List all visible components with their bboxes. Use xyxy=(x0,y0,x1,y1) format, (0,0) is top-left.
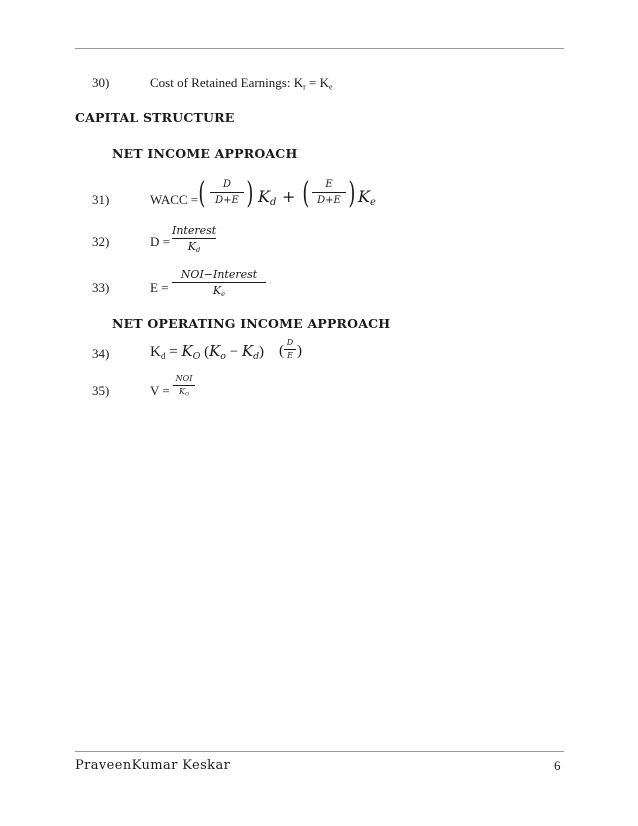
footer-author: PraveenKumar Keskar xyxy=(75,758,231,773)
item-35-denominator: $K_O$ xyxy=(178,387,190,398)
item-34-f-denominator: E xyxy=(287,351,293,360)
item-31-f1-denominator: D+E xyxy=(215,195,239,206)
item-32-denominator: $K_d$ xyxy=(187,240,201,255)
item-35-bar xyxy=(173,385,195,386)
item-31-label: WACC = xyxy=(150,192,199,207)
item-34-kd: $K_d$ xyxy=(241,342,260,362)
item-33-denominator: $K_e$ xyxy=(212,284,226,299)
item-31-f2-numerator: E xyxy=(325,179,333,190)
item-31-fraction-1 xyxy=(210,178,244,207)
item-33-label: E = xyxy=(150,280,169,295)
item-31-f1-numerator: D xyxy=(222,179,232,190)
item-31-paren-open-2: ( xyxy=(302,176,310,211)
item-31-f2-denominator: D+E xyxy=(317,195,341,206)
item-32-number: 32) xyxy=(92,234,110,249)
item-34-f-numerator: D xyxy=(286,338,294,347)
item-32-numerator: Interest xyxy=(172,224,217,237)
item-33-number: 33) xyxy=(92,280,110,295)
item-33-bar xyxy=(172,282,266,283)
heading-capital-structure: CAPITAL STRUCTURE xyxy=(75,110,235,125)
item-35-label: V = xyxy=(150,383,170,398)
item-31-k2: $K_e$ xyxy=(358,187,376,208)
footer-rule xyxy=(75,751,564,752)
item-35-number: 35) xyxy=(92,383,110,398)
item-32-label: D = xyxy=(150,234,170,249)
item-30-mid: = K xyxy=(305,75,330,90)
item-34-lhs: $K_d$ xyxy=(150,344,166,362)
item-31-plus: + xyxy=(282,187,296,206)
item-34-formula xyxy=(150,342,264,362)
top-rule xyxy=(75,48,564,49)
item-32-fraction xyxy=(172,224,216,257)
item-31-k1: $K_d$ xyxy=(258,187,277,208)
item-35-fraction xyxy=(173,374,195,399)
item-30-sub-e: e xyxy=(329,82,333,92)
item-34-eq: = xyxy=(165,344,182,360)
item-34-paren-close: ) xyxy=(259,344,265,360)
item-30-sub-r: r xyxy=(303,82,306,92)
item-34-minus: − xyxy=(229,344,239,360)
item-34-paren-open: ( xyxy=(204,344,210,360)
item-32-bar xyxy=(172,238,216,239)
item-31-paren-open-1: ( xyxy=(198,176,206,211)
item-34-small-paren-open: ( xyxy=(279,343,284,359)
item-35-numerator: NOI xyxy=(175,374,193,383)
item-31-number: 31) xyxy=(92,192,110,207)
heading-net-operating-income-approach: NET OPERATING INCOME APPROACH xyxy=(112,316,391,331)
item-33-fraction xyxy=(172,268,266,301)
item-30-text xyxy=(150,75,333,91)
item-34-k0: $K_O$ xyxy=(181,342,201,362)
item-31-fraction-2 xyxy=(312,178,346,207)
item-30-number: 30) xyxy=(92,75,110,90)
item-31-f2-bar xyxy=(312,192,346,193)
item-34-ko: $K_o$ xyxy=(209,342,226,362)
item-31-paren-close-1: ) xyxy=(246,176,254,211)
item-34-small-paren-close: ) xyxy=(297,343,302,359)
item-33-numerator: NOI−Interest xyxy=(180,268,258,281)
item-31-paren-close-2: ) xyxy=(348,176,356,211)
heading-net-income-approach: NET INCOME APPROACH xyxy=(112,146,298,161)
item-34-f-bar xyxy=(284,349,296,350)
item-34-fraction xyxy=(284,338,296,361)
footer-page-number: 6 xyxy=(554,758,561,773)
item-31-f1-bar xyxy=(210,192,244,193)
item-34-number: 34) xyxy=(92,346,110,361)
item-30-label: Cost of Retained Earnings: K xyxy=(150,75,304,90)
